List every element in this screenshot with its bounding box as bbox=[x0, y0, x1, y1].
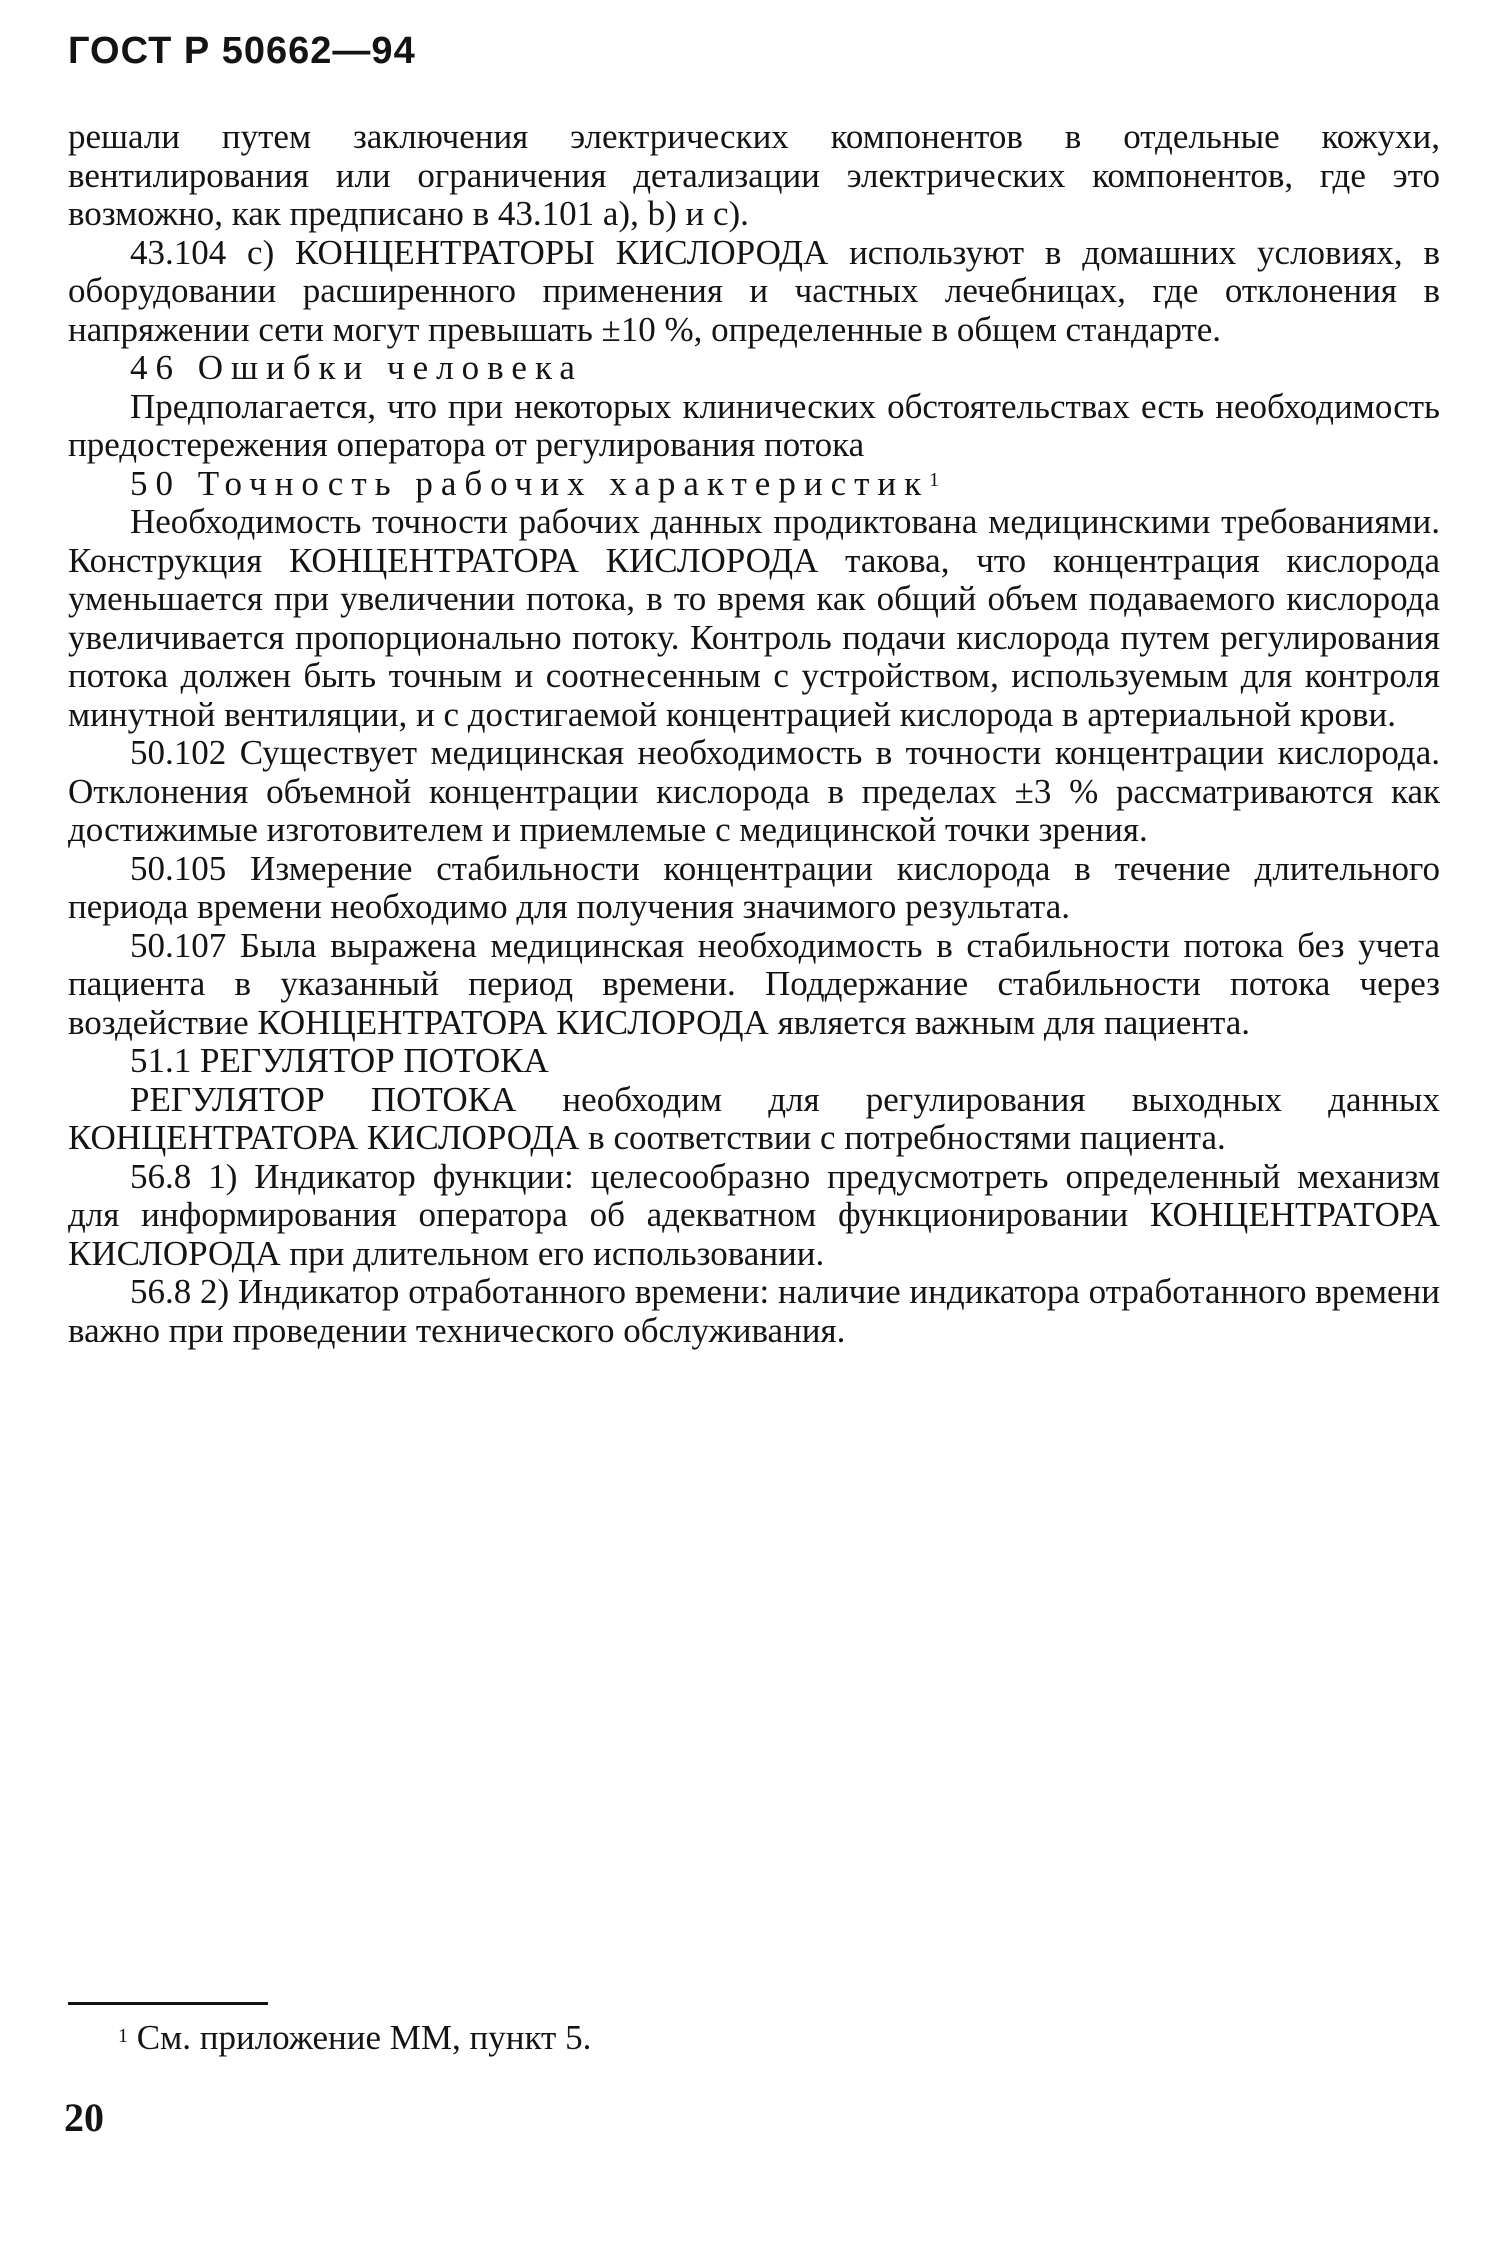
paragraph: 50.105 Измерение стабильности концентрации кислорода в течение длительного периода времени необходимо для получения значимого результата. bbox=[68, 848, 1440, 926]
paragraph: 50.102 Существует медицинская необходимость в точности концентрации кислорода. Отклонения объемной концентрации кислорода в пределах ±3 % рассматриваются как достижимые изготовителем и приемлемые с медицинской точки зрения. bbox=[68, 733, 1440, 849]
section-heading bbox=[68, 465, 1440, 504]
paragraph: решали путем заключения электрических компонентов в отдельные кожухи, вентилирования или ограничения детализации электрических компонентов, где это возможно, как предписано в 43.101 а), b) и с). bbox=[68, 117, 1440, 233]
paragraph: 43.104 с) КОНЦЕНТРАТОРЫ КИСЛОРОДА используют в домашних условиях, в оборудовании расширенного применения и частных лечебницах, где отклонения в напряжении сети могут превышать ±10 %, определенные в общем стандарте. bbox=[68, 232, 1440, 349]
footnote-text: См. приложение ММ, пункт 5. bbox=[136, 2018, 592, 2057]
footnote-marker: 1 bbox=[118, 2025, 128, 2047]
paragraph: Необходимость точности рабочих данных продиктована медицинскими требованиями. Конструкция КОНЦЕНТРАТОРА КИСЛОРОДА такова, что концентрация кислорода уменьшается при увеличении потока, в то время как общий объем подаваемого кислорода увеличивается пропорционально потоку. Контроль подачи кислорода путем регулирования потока должен быть точным и соотнесенным с устройством, используемым для контроля минутной вентиляции, и с достигаемой концентрацией кислорода в артериальной крови. bbox=[68, 502, 1440, 734]
page-number: 20 bbox=[64, 2095, 104, 2140]
paragraph: 50.107 Была выражена медицинская необходимость в стабильности потока без учета пациента в указанный период времени. Поддержание стабильности потока через воздействие КОНЦЕНТРАТОРА КИСЛОРОДА является важным для пациента. bbox=[68, 925, 1440, 1042]
footnote-divider bbox=[68, 2002, 268, 2005]
paragraph: 56.8 2) Индикатор отработанного времени: наличие индикатора отработанного времени важно при проведении технического обслуживания. bbox=[68, 1272, 1440, 1350]
footnote-ref: 1 bbox=[929, 468, 948, 491]
paragraph: 56.8 1) Индикатор функции: целесообразно предусмотреть определенный механизм для информирования оператора об адекватном функционировании КОНЦЕНТРАТОРА КИСЛОРОДА при длительном его использовании. bbox=[68, 1156, 1440, 1273]
section-heading: 46 Ошибки человека bbox=[130, 348, 583, 387]
paragraph: РЕГУЛЯТОР ПОТОКА необходим для регулирования выходных данных КОНЦЕНТРАТОРА КИСЛОРОДА в соответствии с потребностями пациента. bbox=[68, 1079, 1440, 1157]
standard-header: ГОСТ Р 50662—94 bbox=[68, 30, 416, 72]
footnote bbox=[118, 2018, 591, 2058]
paragraph: Предполагается, что при некоторых клинических обстоятельствах есть необходимость предостережения оператора от регулирования потока bbox=[68, 386, 1440, 464]
section-heading-text: 50 Точность рабочих характеристик bbox=[130, 463, 930, 503]
body-text bbox=[68, 118, 1440, 1350]
subsection-heading: 51.1 РЕГУЛЯТОР ПОТОКА bbox=[130, 1041, 549, 1080]
